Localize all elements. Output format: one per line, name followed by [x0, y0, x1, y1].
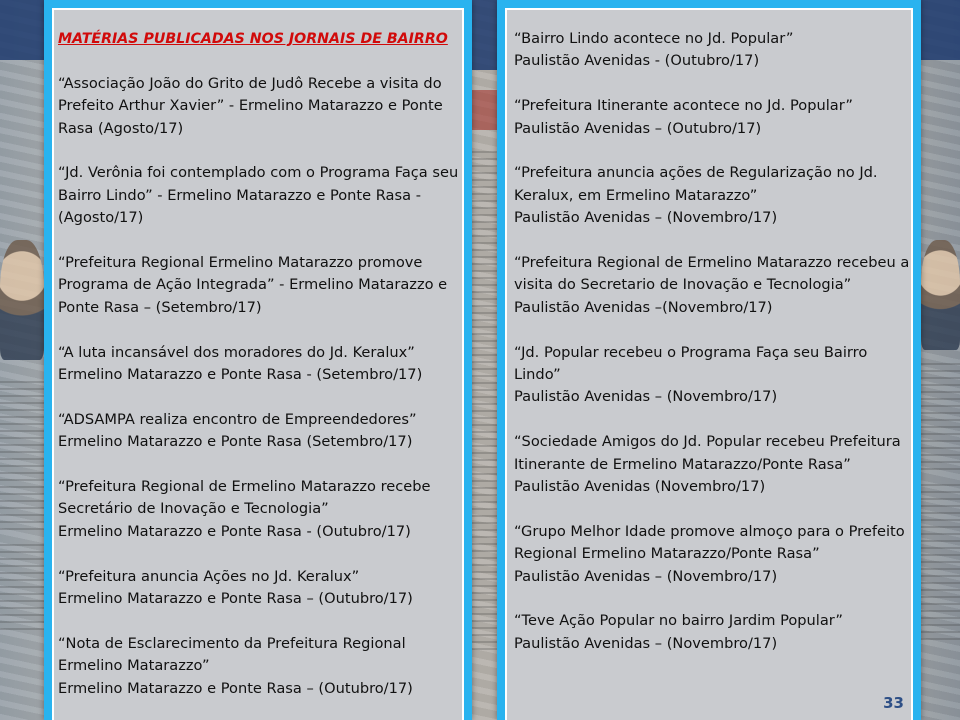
background-text-right-lower: [921, 480, 960, 640]
background-photo-right: [921, 240, 960, 350]
article-entry-left-5: “ADSAMPA realiza encontro de Empreendedores” Ermelino Matarazzo e Ponte Rasa (Setembro/17): [58, 410, 417, 451]
article-entry-right-5: “Jd. Popular recebeu o Programa Faça seu Bairro Lindo” Paulistão Avenidas – (Novembro/17): [514, 343, 868, 406]
article-entry-left-7: “Prefeitura anuncia Ações no Jd. Keralux” Ermelino Matarazzo e Ponte Rasa – (Outubro/17): [58, 567, 413, 608]
background-newspaper-header-center: [472, 0, 497, 70]
background-text-center: [472, 150, 497, 650]
right-column-panel: [497, 0, 921, 720]
article-entry-left-6: “Prefeitura Regional de Ermelino Matarazzo recebe Secretário de Inovação e Tecnologia” Ermelino Matarazzo e Ponte Rasa - (Outubro/17): [58, 478, 431, 540]
article-entry-right-8: “Teve Ação Popular no bairro Jardim Popular” Paulistão Avenidas – (Novembro/17): [514, 612, 843, 652]
left-column-content: [52, 8, 464, 720]
article-entry-right-4: “Prefeitura Regional de Ermelino Matarazzo recebeu a visita do Secretario de Inovação e Tecnologia” Paulistão Avenidas –(Novembro/17): [514, 254, 910, 316]
article-entry-right-1: “Bairro Lindo acontece no Jd. Popular” Paulistão Avenidas - (Outubro/17): [514, 30, 794, 70]
left-column-panel: [44, 0, 472, 720]
article-entry-right-7: “Grupo Melhor Idade promove almoço para o Prefeito Regional Ermelino Matarazzo/Ponte Rasa” Paulistão Avenidas – (Novembro/17): [514, 522, 905, 585]
article-entry-left-4: “A luta incansável dos moradores do Jd. Keralux” Ermelino Matarazzo e Ponte Rasa - (Setembro/17): [58, 343, 423, 384]
background-text-left: [0, 380, 44, 530]
background-newspaper-header-right: [921, 0, 960, 60]
background-newspaper-header-left: [0, 0, 44, 60]
article-entry-left-1: “Associação João do Grito de Judô Recebe a visita do Prefeito Arthur Xavier” - Ermelino Matarazzo e Ponte Rasa (Agosto/17): [58, 74, 443, 137]
right-column-content: [505, 8, 913, 720]
article-entry-left-2: “Jd. Verônia foi contemplado com o Programa Faça seu Bairro Lindo” - Ermelino Matarazzo e Ponte Rasa - (Agosto/17): [58, 164, 459, 227]
page-number: 33: [883, 694, 904, 712]
background-photo-left: [0, 240, 44, 360]
article-entry-left-8: “Nota de Esclarecimento da Prefeitura Regional Ermelino Matarazzo” Ermelino Matarazzo e Ponte Rasa – (Outubro/17): [58, 634, 413, 697]
article-entry-right-3: “Prefeitura anuncia ações de Regularização no Jd. Keralux, em Ermelino Matarazzo” Paulistão Avenidas – (Novembro/17): [514, 164, 878, 227]
article-entry-right-6: “Sociedade Amigos do Jd. Popular recebeu Prefeitura Itinerante de Ermelino Matarazzo/Ponte Rasa” Paulistão Avenidas (Novembro/17): [514, 433, 901, 496]
background-red-band-center: [472, 90, 497, 130]
background-text-left-lower: [0, 540, 44, 630]
section-heading: MATÉRIAS PUBLICADAS NOS JORNAIS DE BAIRRO: [58, 31, 448, 47]
background-text-right: [921, 360, 960, 470]
article-entry-left-3: “Prefeitura Regional Ermelino Matarazzo promove Programa de Ação Integrada” - Ermelino Matarazzo e Ponte Rasa – (Setembro/17): [58, 254, 448, 316]
article-entry-right-2: “Prefeitura Itinerante acontece no Jd. Popular” Paulistão Avenidas – (Outubro/17): [514, 97, 853, 137]
